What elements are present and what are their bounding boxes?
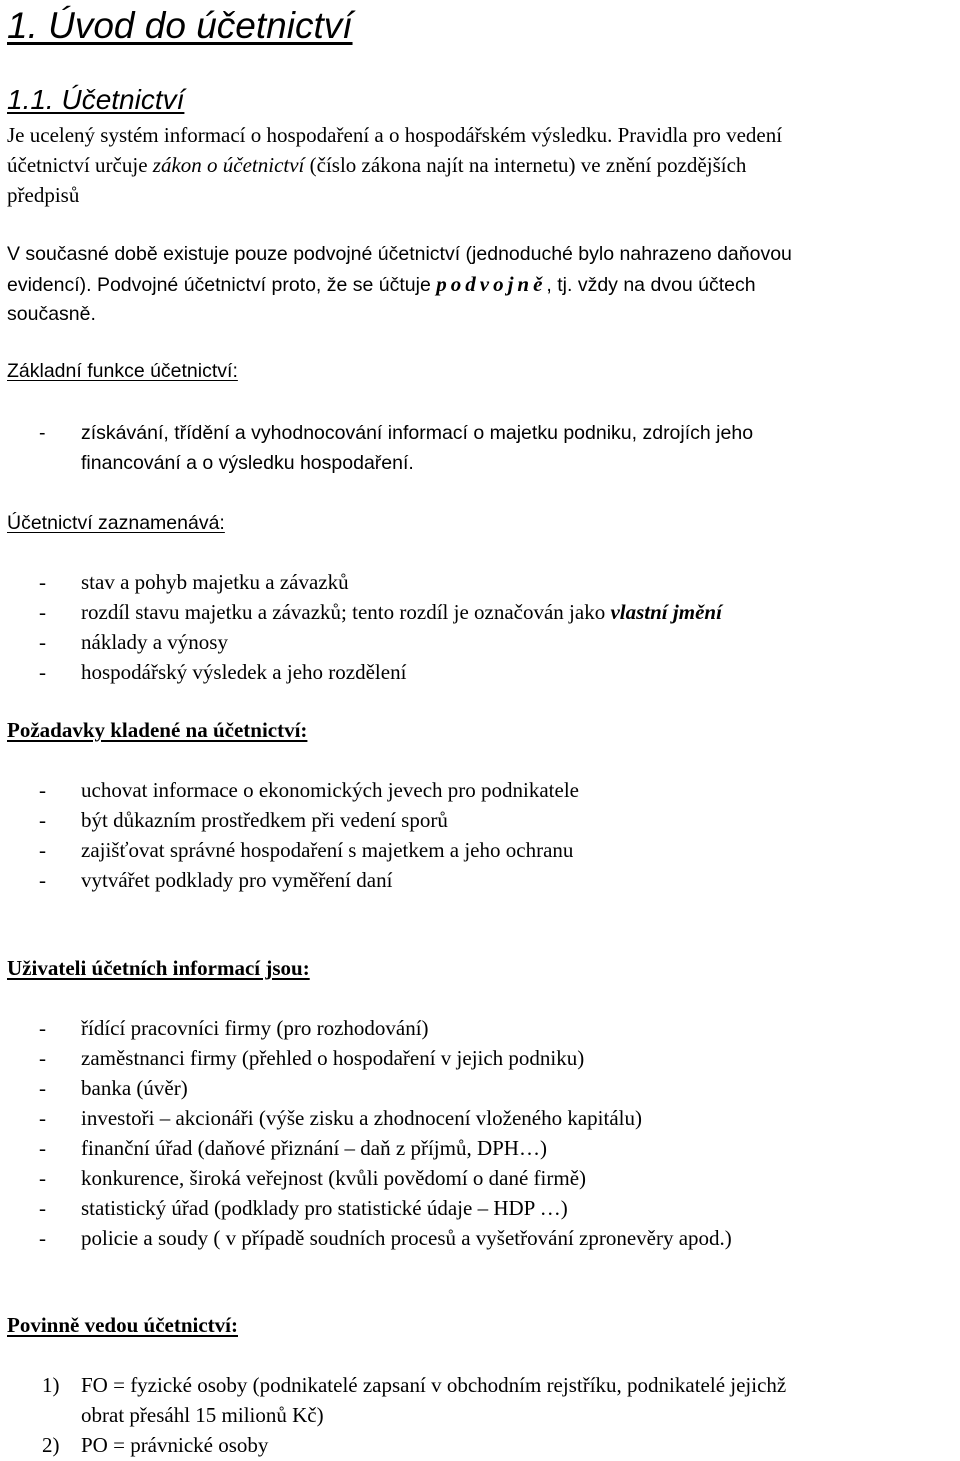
list-item: - zajišťovat správné hospodaření s majetkem a jeho ochranu: [39, 838, 574, 862]
list-item: - investoři – akcionáři (výše zisku a zhodnocení vloženého kapitálu): [39, 1106, 642, 1130]
list-item: - banka (úvěr): [39, 1076, 188, 1100]
records-title: Účetnictví zaznamenává:: [7, 512, 225, 534]
list-item: - statistický úřad (podklady pro statistické údaje – HDP …): [39, 1196, 568, 1220]
list-item: - být důkazním prostředkem při vedení sporů: [39, 808, 448, 832]
functions-title: Základní funkce účetnictví:: [7, 360, 238, 382]
law-reference: zákon o účetnictví: [152, 153, 305, 177]
list-item: - náklady a výnosy: [39, 630, 228, 654]
vlastni-jmeni-emphasis: vlastní jmění: [610, 600, 722, 624]
section-heading: 1.1. Účetnictví: [7, 84, 185, 115]
podvojne-emphasis: podvojně: [436, 272, 547, 296]
functions-list: [0, 418, 753, 478]
list-item: - stav a pohyb majetku a závazků: [39, 570, 349, 594]
records-list: [0, 567, 722, 687]
users-list: [0, 1013, 732, 1253]
double-entry-line-2: evidencí). Podvojné účetnictví proto, že se účtuje podvojně, tj. vždy na dvou účtech: [7, 272, 756, 296]
list-item: - rozdíl stavu majetku a závazků; tento rozdíl je označován jako vlastní jmění: [39, 600, 722, 624]
list-item: - vytvářet podklady pro vyměření daní: [39, 868, 393, 892]
list-item: - zaměstnanci firmy (přehled o hospodaření v jejich podniku): [39, 1046, 585, 1070]
list-item: - policie a soudy ( v případě soudních procesů a vyšetřování zpronevěry apod.): [39, 1226, 732, 1250]
requirements-list: [0, 775, 579, 895]
list-item: - získávání, třídění a vyhodnocování informací o majetku podniku, zdrojích jeho financování a o výsledku hospodaření.: [39, 422, 754, 474]
list-item: - konkurence, široká veřejnost (kvůli povědomí o dané firmě): [39, 1166, 587, 1190]
users-title: Uživateli účetních informací jsou:: [7, 956, 310, 980]
double-entry-line-1: V současné době existuje pouze podvojné účetnictví (jednoduché bylo nahrazeno daňovou: [7, 243, 792, 265]
list-item: - finanční úřad (daňové přiznání – daň z příjmů, DPH…): [39, 1136, 547, 1160]
list-item: 1) FO = fyzické osoby (podnikatelé zapsaní v obchodním rejstříku, podnikatelé jejichž obrat přesáhl 15 milionů Kč): [42, 1373, 787, 1427]
list-item: 2) PO = právnické osoby: [42, 1433, 269, 1457]
list-item: - řídící pracovníci firmy (pro rozhodování): [39, 1016, 429, 1040]
intro-line-3: předpisů: [7, 183, 80, 207]
list-item: - hospodářský výsledek a jeho rozdělení: [39, 660, 407, 684]
chapter-heading: 1. Úvod do účetnictví: [7, 5, 353, 46]
obligated-list: [0, 1370, 786, 1460]
obligated-title: Povinně vedou účetnictví:: [7, 1313, 238, 1337]
intro-line-2: účetnictví určuje zákon o účetnictví (číslo zákona najít na internetu) ve znění pozdějších: [7, 153, 747, 177]
list-item: - uchovat informace o ekonomických jevech pro podnikatele: [39, 778, 579, 802]
requirements-title: Požadavky kladené na účetnictví:: [7, 718, 308, 742]
double-entry-line-3: současně.: [7, 303, 96, 325]
intro-line-1: Je ucelený systém informací o hospodaření a o hospodářském výsledku. Pravidla pro vedení: [7, 123, 783, 147]
